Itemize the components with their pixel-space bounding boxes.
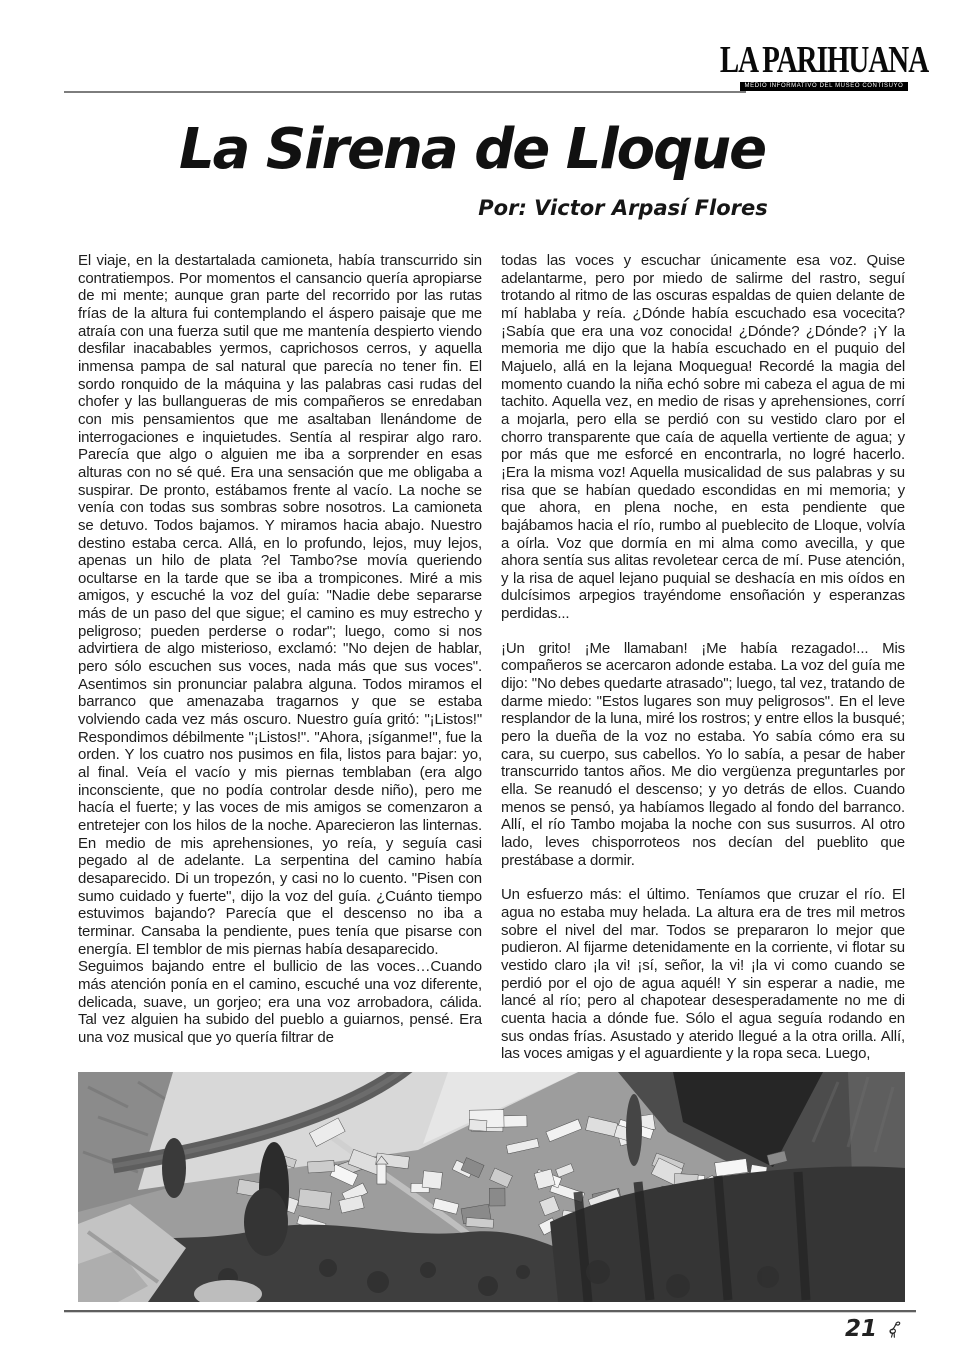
header-rule [64, 91, 746, 93]
magazine-masthead [719, 39, 929, 91]
article-paragraph: Seguimos bajando entre el bullicio de las voces…Cuando más atención ponía en el camino, escuché una voz diferente, delicada, suave, un gorjeo; era una voz arrobadora, cálida. Tal vez alguien ha subido del pueblo a guiarnos, pensé. Era una voz musical que yo quería filtrar de [78, 958, 482, 1046]
village-photo-illustration [78, 1072, 905, 1302]
village-photo [78, 1072, 905, 1302]
article-title: La Sirena de Lloque [178, 117, 766, 182]
article-paragraph: todas las voces y escuchar únicamente esa voz. Quise adelantarme, pero por miedo de salirme del rastro, seguí trotando al ritmo de las oscuras espaldas de quien delante de mí hablaba y reía. ¿Dónde había escuchado esa vocecita? ¡Sabía que era una voz conocida! ¿Dónde? ¿Dónde? ¡Y la memoria me dijo que la había escuchado en el puquio del Majuelo, allá en la lejana Moquegua! Recordé la magia del momento cuando la niña echó sobre mi cabeza el agua de mi tachito. Aquella vez, en medio de risas y aprehensiones, corrí a mojarla, pero ella se perdió con su vestido claro por el chorro transparente que caía de aquella vertiente de agua; y por más que me esforcé en encontrarla, no logré hacerlo. ¡Era la misma voz! Aquella musicalidad de sus palabras y su risa que se habían quedado escondidas en mi memoria; y que ahora, en plena noche, en esta pendiente que bajábamos hacia el río, rumbo al pueblecito de Lloque, volvía a oírla. Voz que dormía en mi alma como avecilla, y que ahora sentía sus alitas revoletear cerca de mí. Puse atención, y la risa de aquel lejano puquial se deshacía en mis oídos en dulcísimos arpegios trayéndome ensoñación y esperanzas perdidas... [501, 252, 905, 623]
parihuana-bird-icon [885, 1318, 904, 1341]
article-column-right [501, 252, 905, 1063]
masthead-prefix: LA [719, 39, 759, 82]
article-paragraph: ¡Un grito! ¡Me llamaban! ¡Me había rezagado!... Mis compañeros se acercaron adonde estaba. La voz del guía me dijo: "No debes quedarte atrasado"; luego, tal vez, tratando de darme miedo: "Estos lugares son muy peligrosos". En el leve resplandor de la luna, miré los rostros; y entre ellos la busqué; pero la dueña de la voz no estaba. Yo sabía cómo era su cara, su cuerpo, sus cabellos. Yo lo sabía, a pesar de haber transcurrido tantos años. Me dio vergüenza preguntarles por ella. Se reanudó el descenso; y yo detrás de ellos. Cuando menos se pensó, ya habíamos llegado al fondo del barranco. Allí, el río Tambo mojaba la noche con sus susurros. Al otro lado, leves chisporroteos nos decían del pueblito que prestábase a dormir. [501, 639, 905, 869]
masthead-title [719, 39, 929, 82]
footer-rule [64, 1310, 916, 1313]
article-body [78, 252, 905, 1063]
article-paragraph: El viaje, en la destartalada camioneta, había transcurrido sin contratiempos. Por momentos el cansancio quería apropiarse de mi mente; aunque gran parte del recorrido por las rutas frías de la altura fui contemplando el áspero paisaje que me atraía con una fuerza sutil que me mantenía despierto viendo desfilar inacabables yermos, caprichosos cerros, y aquella inmensa pampa de sal natural que parecía no tener fin. El sordo ronquido de la máquina y las palabras casi rudas del chofer y las bullangueras de mis compañeros se enredaban con mis pensamientos que me asaltaban llenándome de interrogaciones e inquietudes. Sentía al respirar algo raro. Parecía que algo o alguien me iba a sorprender en esas alturas con no sé qué. Era una sensación que me obligaba a suspirar. De pronto, estábamos frente al vacío. La noche se venía con todas sus sombras sobre nosotros. La camioneta se detuvo. Todos bajamos. Y miramos hacia abajo. Nuestro destino estaba cerca. Allá, en lo profundo, lejos, muy lejos, apenas un hilo de plata ?el Tambo?se movía queriendo ocultarse en la tarde que se iba a trompicones. Miré a mis amigos, y escuché la voz del guía: "Nadie debe separarse más de un paso del que sigue; el camino es muy estrecho y peligroso; pueden perderse o rodar"; luego, como si nos advirtiera de algo misterioso, exclamó: "No dejen de hablar, pero sólo escuchen sus voces, nada más que sus voces". Asentimos sin pronunciar palabra alguna. Todos miramos el barranco que amenazaba tragarnos y que se estaba volviendo cada vez más oscuro. Nuestro guía gritó: "¡Listos!" Respondimos débilmente "¡Listos!". "Ahora, ¡síganme!", fue la orden. Y los cuatro nos pusimos en fila, listos para bajar: yo, al final. Veía el vacío y mis piernas temblaban (era algo inconsciente, que no podía controlar desde niño), pero me hacía el fuerte; y las voces de mis amigos se comenzaron a entretejer con los hilos de la noche. Aparecieron las linternas. En medio de mis aprehensiones, yo reía, y seguía casi pegado al de adelante. La serpentina del camino había desaparecido. Di un tropezón, y casi no lo cuento. "Pisen con sumo cuidado y fuerte", dijo la voz del guía. ¿Cuánto tiempo estuvimos bajando? Parecía que el descenso no iba a terminar. Cansaba la pendiente, pues tenía que pisarse con energía. El temblor de mis piernas había desaparecido. [78, 252, 482, 958]
footer-page [845, 1316, 904, 1342]
article-paragraph: Un esfuerzo más: el último. Teníamos que cruzar el río. El agua no estaba muy helada. La altura era de tres mil metros sobre el nivel del mar. Todos se prepararon lo mejor que pudieron. Al fijarme detenidamente en la corriente, vi flotar su vestido claro ¡la vi! ¡sí, señor, la vi! ¡la vi como cuando se perdió por el ojo de agua aquél! Y sin esperar a nadie, me lancé al río; pero al chapotear desesperadamente no me di cuenta hacia a dónde fue. Sólo el agua seguía rodando en sus ondas frías. Asustado y aterido llegué a la otra orilla. Allí, las voces amigas y el aguardiente y la ropa seca. Luego, [501, 886, 905, 1063]
page-number: 21 [844, 1316, 877, 1342]
article-byline: Por: Victor Arpasí Flores [478, 196, 768, 220]
article-column-left [78, 252, 482, 1063]
masthead-name: PARIHUANA [762, 39, 929, 82]
masthead-tagline: MEDIO INFORMATIVO DEL MUSEO CONTISUYO [740, 82, 908, 91]
